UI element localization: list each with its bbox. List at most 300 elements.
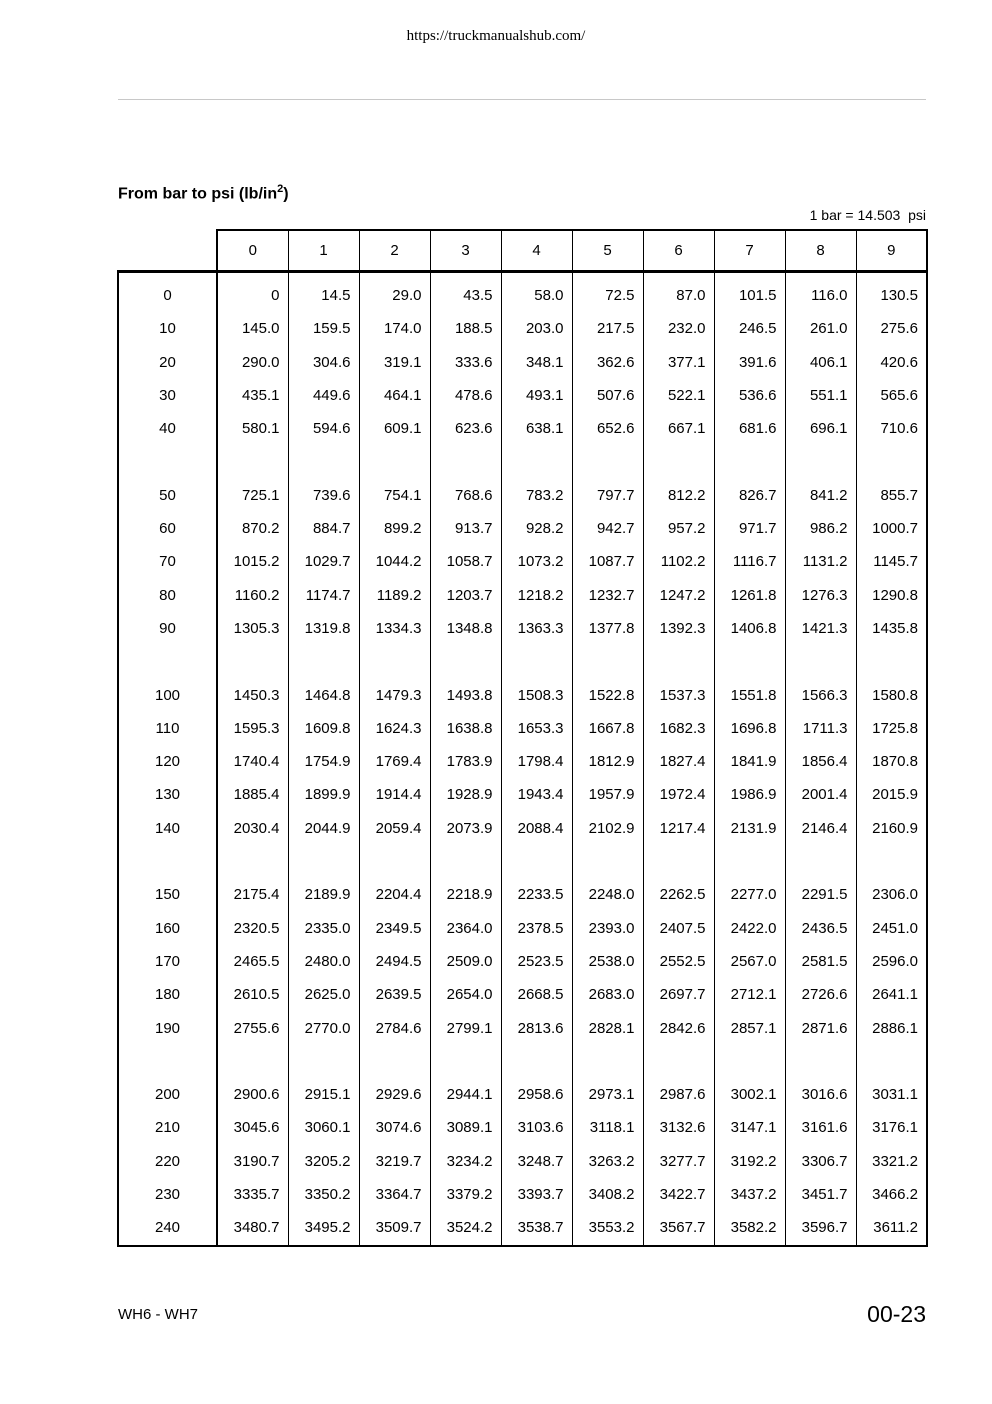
table-cell: 1551.8 [714, 679, 785, 712]
table-cell: 333.6 [430, 346, 501, 379]
table-cell: 2001.4 [785, 778, 856, 811]
table-cell: 145.0 [217, 312, 288, 345]
group-spacer [118, 1045, 927, 1078]
table-cell: 217.5 [572, 312, 643, 345]
table-cell: 377.1 [643, 346, 714, 379]
table-cell: 2683.0 [572, 978, 643, 1011]
table-cell: 2639.5 [359, 978, 430, 1011]
table-cell: 3234.2 [430, 1145, 501, 1178]
table-cell: 899.2 [359, 512, 430, 545]
table-row [118, 479, 927, 512]
table-cell: 1421.3 [785, 612, 856, 645]
table-cell: 1174.7 [288, 579, 359, 612]
row-header: 50 [118, 479, 217, 512]
table-cell: 2523.5 [501, 945, 572, 978]
table-row [118, 1145, 927, 1178]
row-header: 100 [118, 679, 217, 712]
table-cell: 464.1 [359, 379, 430, 412]
table-cell: 449.6 [288, 379, 359, 412]
table-cell: 2610.5 [217, 978, 288, 1011]
table-row [118, 412, 927, 445]
table-cell: 304.6 [288, 346, 359, 379]
table-cell: 2654.0 [430, 978, 501, 1011]
table-cell: 2189.9 [288, 878, 359, 911]
table-cell: 1073.2 [501, 545, 572, 578]
table-title [118, 183, 289, 203]
table-cell: 3611.2 [856, 1211, 927, 1245]
table-cell: 159.5 [288, 312, 359, 345]
table-cell: 2813.6 [501, 1012, 572, 1045]
table-cell: 2015.9 [856, 778, 927, 811]
table-cell: 797.7 [572, 479, 643, 512]
table-cell: 2770.0 [288, 1012, 359, 1045]
table-cell: 2958.6 [501, 1078, 572, 1111]
table-cell: 2625.0 [288, 978, 359, 1011]
table-cell: 2407.5 [643, 912, 714, 945]
table-cell: 957.2 [643, 512, 714, 545]
table-row [118, 912, 927, 945]
group-spacer [118, 445, 927, 478]
table-cell: 3509.7 [359, 1211, 430, 1245]
table-cell: 1145.7 [856, 545, 927, 578]
table-cell: 2335.0 [288, 912, 359, 945]
table-cell: 1479.3 [359, 679, 430, 712]
table-cell: 2494.5 [359, 945, 430, 978]
table-cell: 72.5 [572, 272, 643, 313]
table-cell: 1015.2 [217, 545, 288, 578]
table-cell: 1856.4 [785, 745, 856, 778]
table-cell: 1464.8 [288, 679, 359, 712]
source-url: https://truckmanualshub.com/ [406, 28, 586, 44]
row-header: 30 [118, 379, 217, 412]
table-cell: 406.1 [785, 346, 856, 379]
conversion-table [117, 229, 928, 1247]
table-cell: 594.6 [288, 412, 359, 445]
table-cell: 623.6 [430, 412, 501, 445]
table-cell: 2538.0 [572, 945, 643, 978]
table-cell: 2160.9 [856, 812, 927, 845]
table-cell: 1914.4 [359, 778, 430, 811]
table-cell: 3495.2 [288, 1211, 359, 1245]
table-cell: 870.2 [217, 512, 288, 545]
table-cell: 2799.1 [430, 1012, 501, 1045]
table-cell: 2567.0 [714, 945, 785, 978]
row-header: 110 [118, 712, 217, 745]
table-cell: 1290.8 [856, 579, 927, 612]
table-cell: 1377.8 [572, 612, 643, 645]
table-cell: 1609.8 [288, 712, 359, 745]
table-cell: 2175.4 [217, 878, 288, 911]
column-header: 5 [572, 230, 643, 272]
table-cell: 1029.7 [288, 545, 359, 578]
row-header: 210 [118, 1111, 217, 1144]
table-cell: 667.1 [643, 412, 714, 445]
table-cell: 507.6 [572, 379, 643, 412]
table-cell: 261.0 [785, 312, 856, 345]
table-cell: 290.0 [217, 346, 288, 379]
table-cell: 275.6 [856, 312, 927, 345]
table-row [118, 778, 927, 811]
table-cell: 3437.2 [714, 1178, 785, 1211]
table-cell: 348.1 [501, 346, 572, 379]
table-cell: 3147.1 [714, 1111, 785, 1144]
table-row [118, 579, 927, 612]
row-header: 190 [118, 1012, 217, 1045]
row-header: 240 [118, 1211, 217, 1245]
table-cell: 3045.6 [217, 1111, 288, 1144]
table-cell: 188.5 [430, 312, 501, 345]
row-header: 220 [118, 1145, 217, 1178]
table-row [118, 712, 927, 745]
table-row [118, 1012, 927, 1045]
table-cell: 2596.0 [856, 945, 927, 978]
table-cell: 2393.0 [572, 912, 643, 945]
row-header: 20 [118, 346, 217, 379]
table-cell: 652.6 [572, 412, 643, 445]
table-cell: 1580.8 [856, 679, 927, 712]
table-cell: 3219.7 [359, 1145, 430, 1178]
table-cell: 14.5 [288, 272, 359, 313]
table-cell: 391.6 [714, 346, 785, 379]
table-cell: 696.1 [785, 412, 856, 445]
table-cell: 2131.9 [714, 812, 785, 845]
header-divider [118, 99, 926, 100]
column-header: 9 [856, 230, 927, 272]
table-cell: 3466.2 [856, 1178, 927, 1211]
table-cell: 3263.2 [572, 1145, 643, 1178]
table-row [118, 346, 927, 379]
group-spacer [118, 645, 927, 678]
table-cell: 942.7 [572, 512, 643, 545]
table-cell: 1812.9 [572, 745, 643, 778]
table-cell: 3538.7 [501, 1211, 572, 1245]
table-cell: 812.2 [643, 479, 714, 512]
table-cell: 1638.8 [430, 712, 501, 745]
table-cell: 1203.7 [430, 579, 501, 612]
table-cell: 3422.7 [643, 1178, 714, 1211]
table-cell: 2697.7 [643, 978, 714, 1011]
table-cell: 1522.8 [572, 679, 643, 712]
column-header: 2 [359, 230, 430, 272]
table-cell: 710.6 [856, 412, 927, 445]
column-header: 4 [501, 230, 572, 272]
table-cell: 1348.8 [430, 612, 501, 645]
table-row [118, 812, 927, 845]
table-cell: 1696.8 [714, 712, 785, 745]
table-cell: 2915.1 [288, 1078, 359, 1111]
table-cell: 855.7 [856, 479, 927, 512]
table-cell: 1740.4 [217, 745, 288, 778]
table-cell: 3480.7 [217, 1211, 288, 1245]
table-cell: 2465.5 [217, 945, 288, 978]
table-cell: 1754.9 [288, 745, 359, 778]
row-header: 150 [118, 878, 217, 911]
table-cell: 319.1 [359, 346, 430, 379]
table-row [118, 1111, 927, 1144]
table-title-superscript: 2 [277, 183, 284, 195]
table-row [118, 545, 927, 578]
table-cell: 3060.1 [288, 1111, 359, 1144]
table-title-close: ) [283, 185, 289, 203]
table-cell: 986.2 [785, 512, 856, 545]
column-header: 0 [217, 230, 288, 272]
table-row [118, 312, 927, 345]
table-row [118, 878, 927, 911]
row-header: 0 [118, 272, 217, 313]
table-cell: 3553.2 [572, 1211, 643, 1245]
table-cell: 2306.0 [856, 878, 927, 911]
table-cell: 29.0 [359, 272, 430, 313]
column-header: 7 [714, 230, 785, 272]
table-cell: 826.7 [714, 479, 785, 512]
corner-cell [118, 230, 217, 272]
table-cell: 1131.2 [785, 545, 856, 578]
table-cell: 3074.6 [359, 1111, 430, 1144]
table-cell: 1928.9 [430, 778, 501, 811]
table-cell: 2436.5 [785, 912, 856, 945]
table-cell: 58.0 [501, 272, 572, 313]
table-cell: 2291.5 [785, 878, 856, 911]
column-header-row [118, 230, 927, 272]
table-cell: 2480.0 [288, 945, 359, 978]
table-cell: 1682.3 [643, 712, 714, 745]
table-cell: 2944.1 [430, 1078, 501, 1111]
table-cell: 1508.3 [501, 679, 572, 712]
group-spacer [118, 845, 927, 878]
table-cell: 1218.2 [501, 579, 572, 612]
table-cell: 565.6 [856, 379, 927, 412]
table-cell: 2871.6 [785, 1012, 856, 1045]
row-header: 140 [118, 812, 217, 845]
table-cell: 841.2 [785, 479, 856, 512]
table-cell: 3161.6 [785, 1111, 856, 1144]
table-cell: 1899.9 [288, 778, 359, 811]
table-cell: 3002.1 [714, 1078, 785, 1111]
table-cell: 3176.1 [856, 1111, 927, 1144]
table-cell: 2364.0 [430, 912, 501, 945]
table-cell: 1986.9 [714, 778, 785, 811]
table-cell: 2204.4 [359, 878, 430, 911]
table-cell: 2929.6 [359, 1078, 430, 1111]
table-cell: 1406.8 [714, 612, 785, 645]
table-cell: 3248.7 [501, 1145, 572, 1178]
table-cell: 1493.8 [430, 679, 501, 712]
table-cell: 3350.2 [288, 1178, 359, 1211]
table-cell: 2641.1 [856, 978, 927, 1011]
table-cell: 1725.8 [856, 712, 927, 745]
table-cell: 3335.7 [217, 1178, 288, 1211]
table-cell: 1885.4 [217, 778, 288, 811]
table-cell: 1217.4 [643, 812, 714, 845]
table-cell: 1261.8 [714, 579, 785, 612]
table-cell: 3103.6 [501, 1111, 572, 1144]
table-cell: 2102.9 [572, 812, 643, 845]
table-cell: 580.1 [217, 412, 288, 445]
column-header: 6 [643, 230, 714, 272]
table-cell: 101.5 [714, 272, 785, 313]
table-cell: 2755.6 [217, 1012, 288, 1045]
table-cell: 3277.7 [643, 1145, 714, 1178]
table-title-text: From bar to psi (lb/in [118, 185, 278, 203]
table-cell: 768.6 [430, 479, 501, 512]
table-cell: 3205.2 [288, 1145, 359, 1178]
table-cell: 2146.4 [785, 812, 856, 845]
table-cell: 493.1 [501, 379, 572, 412]
row-header: 70 [118, 545, 217, 578]
table-row [118, 612, 927, 645]
table-cell: 87.0 [643, 272, 714, 313]
table-cell: 2059.4 [359, 812, 430, 845]
table-cell: 1667.8 [572, 712, 643, 745]
table-cell: 2451.0 [856, 912, 927, 945]
table-cell: 2509.0 [430, 945, 501, 978]
table-cell: 1769.4 [359, 745, 430, 778]
table-cell: 783.2 [501, 479, 572, 512]
table-cell: 1783.9 [430, 745, 501, 778]
table-cell: 232.0 [643, 312, 714, 345]
table-cell: 3321.2 [856, 1145, 927, 1178]
table-cell: 1102.2 [643, 545, 714, 578]
table-cell: 739.6 [288, 479, 359, 512]
table-row [118, 1211, 927, 1245]
conversion-table-body [118, 230, 927, 1246]
table-cell: 0 [217, 272, 288, 313]
table-cell: 1841.9 [714, 745, 785, 778]
row-header: 170 [118, 945, 217, 978]
table-cell: 3306.7 [785, 1145, 856, 1178]
row-header: 120 [118, 745, 217, 778]
row-header: 160 [118, 912, 217, 945]
table-cell: 2581.5 [785, 945, 856, 978]
table-cell: 1972.4 [643, 778, 714, 811]
row-header: 60 [118, 512, 217, 545]
row-header: 80 [118, 579, 217, 612]
table-cell: 3364.7 [359, 1178, 430, 1211]
table-cell: 3192.2 [714, 1145, 785, 1178]
row-header: 130 [118, 778, 217, 811]
conversion-note: 1 bar = 14.503 psi [809, 207, 926, 223]
row-header: 40 [118, 412, 217, 445]
row-header: 230 [118, 1178, 217, 1211]
table-cell: 522.1 [643, 379, 714, 412]
table-cell: 2857.1 [714, 1012, 785, 1045]
column-header: 3 [430, 230, 501, 272]
footer-model: WH6 - WH7 [118, 1306, 198, 1323]
table-row [118, 1078, 927, 1111]
table-cell: 1711.3 [785, 712, 856, 745]
table-cell: 1870.8 [856, 745, 927, 778]
table-cell: 2886.1 [856, 1012, 927, 1045]
table-cell: 1116.7 [714, 545, 785, 578]
table-cell: 1044.2 [359, 545, 430, 578]
table-cell: 2987.6 [643, 1078, 714, 1111]
page-number: 00-23 [867, 1301, 926, 1327]
table-cell: 3582.2 [714, 1211, 785, 1245]
table-cell: 2073.9 [430, 812, 501, 845]
table-cell: 3118.1 [572, 1111, 643, 1144]
table-cell: 725.1 [217, 479, 288, 512]
table-cell: 2900.6 [217, 1078, 288, 1111]
table-cell: 2726.6 [785, 978, 856, 1011]
table-cell: 638.1 [501, 412, 572, 445]
table-cell: 203.0 [501, 312, 572, 345]
table-cell: 1276.3 [785, 579, 856, 612]
table-cell: 1624.3 [359, 712, 430, 745]
table-cell: 1537.3 [643, 679, 714, 712]
table-cell: 2320.5 [217, 912, 288, 945]
table-cell: 478.6 [430, 379, 501, 412]
table-cell: 2030.4 [217, 812, 288, 845]
table-cell: 246.5 [714, 312, 785, 345]
table-cell: 2712.1 [714, 978, 785, 1011]
table-cell: 3524.2 [430, 1211, 501, 1245]
table-cell: 1363.3 [501, 612, 572, 645]
table-cell: 551.1 [785, 379, 856, 412]
table-cell: 2784.6 [359, 1012, 430, 1045]
table-cell: 1305.3 [217, 612, 288, 645]
column-header: 1 [288, 230, 359, 272]
table-cell: 609.1 [359, 412, 430, 445]
table-cell: 754.1 [359, 479, 430, 512]
table-cell: 435.1 [217, 379, 288, 412]
table-cell: 3190.7 [217, 1145, 288, 1178]
table-cell: 174.0 [359, 312, 430, 345]
table-row [118, 1178, 927, 1211]
table-cell: 928.2 [501, 512, 572, 545]
table-cell: 420.6 [856, 346, 927, 379]
table-row [118, 512, 927, 545]
table-cell: 3393.7 [501, 1178, 572, 1211]
table-cell: 1435.8 [856, 612, 927, 645]
table-cell: 1450.3 [217, 679, 288, 712]
table-cell: 3451.7 [785, 1178, 856, 1211]
row-header: 90 [118, 612, 217, 645]
table-cell: 2349.5 [359, 912, 430, 945]
table-cell: 1232.7 [572, 579, 643, 612]
table-cell: 43.5 [430, 272, 501, 313]
table-cell: 2233.5 [501, 878, 572, 911]
table-cell: 2088.4 [501, 812, 572, 845]
table-cell: 2248.0 [572, 878, 643, 911]
table-cell: 2842.6 [643, 1012, 714, 1045]
table-cell: 1595.3 [217, 712, 288, 745]
row-header: 200 [118, 1078, 217, 1111]
table-cell: 3408.2 [572, 1178, 643, 1211]
table-cell: 971.7 [714, 512, 785, 545]
table-cell: 2552.5 [643, 945, 714, 978]
table-cell: 1392.3 [643, 612, 714, 645]
table-cell: 1087.7 [572, 545, 643, 578]
table-cell: 2668.5 [501, 978, 572, 1011]
table-cell: 681.6 [714, 412, 785, 445]
table-row [118, 945, 927, 978]
table-cell: 2378.5 [501, 912, 572, 945]
table-cell: 2422.0 [714, 912, 785, 945]
table-row [118, 679, 927, 712]
table-cell: 3089.1 [430, 1111, 501, 1144]
table-row [118, 379, 927, 412]
table-cell: 3016.6 [785, 1078, 856, 1111]
table-cell: 2828.1 [572, 1012, 643, 1045]
table-cell: 3132.6 [643, 1111, 714, 1144]
table-cell: 1827.4 [643, 745, 714, 778]
table-cell: 116.0 [785, 272, 856, 313]
table-row [118, 272, 927, 313]
table-cell: 2262.5 [643, 878, 714, 911]
table-cell: 1798.4 [501, 745, 572, 778]
table-cell: 1943.4 [501, 778, 572, 811]
column-header: 8 [785, 230, 856, 272]
